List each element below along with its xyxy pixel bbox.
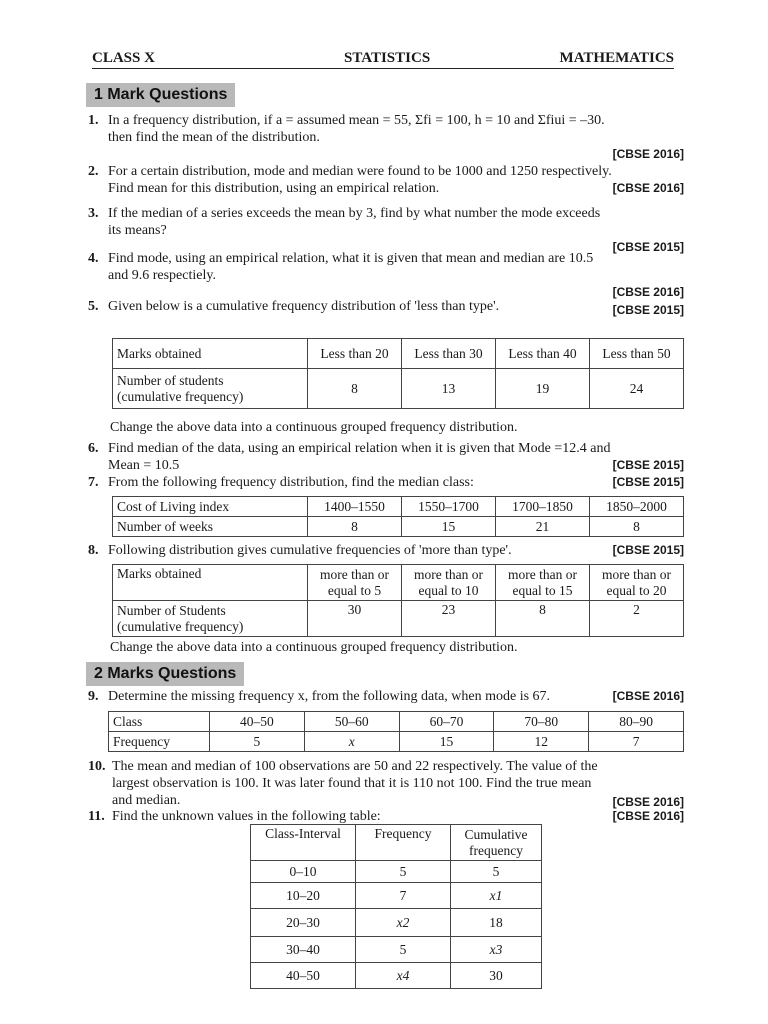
table-cell: 15 <box>399 732 494 752</box>
table-cell: 30 <box>451 963 542 989</box>
question-10 <box>88 758 684 809</box>
table-cell: 30 <box>308 601 402 637</box>
question-3 <box>88 205 684 256</box>
table-less-than <box>112 338 684 409</box>
question-7 <box>88 474 684 491</box>
table-cell: 12 <box>494 732 589 752</box>
question-number: 3. <box>88 206 99 221</box>
question-number: 7. <box>88 475 99 490</box>
header-subject: STATISTICS <box>344 50 431 66</box>
table-cell: 8 <box>496 601 590 637</box>
table-cell: 23 <box>402 601 496 637</box>
table-cell: x3 <box>451 937 542 963</box>
table-cell: 8 <box>590 517 684 537</box>
table-more-than <box>112 564 684 637</box>
table-cell: 1700–1850 <box>496 497 590 517</box>
table-cell: 21 <box>496 517 590 537</box>
question-8 <box>88 542 684 559</box>
table-cell: 1850–2000 <box>590 497 684 517</box>
exam-tag: [CBSE 2016] <box>612 809 684 823</box>
table-cell: 5 <box>356 861 451 883</box>
question-text: Find mean for this distribution, using an empirical relation. [CBSE 2016] <box>108 181 684 196</box>
table-cell: more than or equal to 15 <box>496 565 590 601</box>
exam-tag: [CBSE 2015] <box>612 240 684 254</box>
question-6 <box>88 440 684 474</box>
question-text: its means? <box>108 223 167 238</box>
table-cell: 20–30 <box>251 909 356 937</box>
exam-tag: [CBSE 2015] <box>612 543 684 557</box>
table-cell: 1550–1700 <box>402 497 496 517</box>
table-cell: Frequency <box>109 732 210 752</box>
table-cell: 40–50 <box>251 963 356 989</box>
table-cell: 8 <box>308 517 402 537</box>
question-number: 6. <box>88 441 99 456</box>
table-cell: 5 <box>210 732 305 752</box>
table-cell: Frequency <box>356 825 451 861</box>
question-text: Determine the missing frequency x, from the following data, when mode is 67. <box>108 689 551 704</box>
table-cell: 5 <box>356 937 451 963</box>
question-text: Following distribution gives cumulative frequencies of 'more than type'. <box>108 543 512 558</box>
table-cell: Class <box>109 712 210 732</box>
table-cell: Less than 30 <box>402 339 496 369</box>
table-cell: Less than 50 <box>590 339 684 369</box>
table-cell: 5 <box>451 861 542 883</box>
question-text: The mean and median of 100 observations are 50 and 22 respectively. The value of the <box>112 759 598 774</box>
table-cell: 60–70 <box>399 712 494 732</box>
header-class: CLASS X <box>92 50 155 66</box>
table-cell: 19 <box>496 369 590 409</box>
table-cell: Marks obtained <box>113 339 308 369</box>
table-cell: 15 <box>402 517 496 537</box>
table-cell: 13 <box>402 369 496 409</box>
question-number: 11. <box>88 809 105 824</box>
exam-tag: [CBSE 2016] <box>612 181 684 195</box>
section-2-marks: 2 Marks Questions <box>86 662 244 686</box>
question-text: and median. <box>112 793 181 808</box>
question-number: 1. <box>88 113 99 128</box>
table-cell: 1400–1550 <box>308 497 402 517</box>
exam-tag: [CBSE 2016] <box>612 689 684 703</box>
table-unknown-values <box>250 824 542 989</box>
table-cell: more than or equal to 20 <box>590 565 684 601</box>
table-cell: Number of Students (cumulative frequency) <box>113 601 308 637</box>
table-cell: 7 <box>589 732 684 752</box>
table-cell: x2 <box>356 909 451 937</box>
page-header <box>92 48 674 69</box>
table-cell: Less than 40 <box>496 339 590 369</box>
table-cell: 18 <box>451 909 542 937</box>
question-text: In a frequency distribution, if a = assumed mean = 55, Σfi = 100, h = 10 and Σfiui = –30. <box>108 113 605 128</box>
section-1-mark: 1 Mark Questions <box>86 83 235 107</box>
question-number: 5. <box>88 299 99 314</box>
header-course: MATHEMATICS <box>559 50 674 66</box>
question-text: Find the unknown values in the following table: <box>112 809 381 824</box>
question-9 <box>88 688 684 705</box>
table-cell: 80–90 <box>589 712 684 732</box>
question-number: 8. <box>88 543 99 558</box>
question-text: Find median of the data, using an empirical relation when it is given that Mode =12.4 and <box>108 441 611 456</box>
question-2 <box>88 163 684 197</box>
table-cell: Number of students (cumulative frequency) <box>113 369 308 409</box>
question-11 <box>88 808 684 825</box>
table-cell: Cost of Living index <box>113 497 308 517</box>
table-cost-of-living <box>112 496 684 537</box>
table-cell: Number of weeks <box>113 517 308 537</box>
question-text: and 9.6 respectiely. <box>108 268 216 283</box>
question-text: largest observation is 100. It was later found that it is 110 not 100. Find the true mean <box>112 776 592 791</box>
table-cell: x4 <box>356 963 451 989</box>
exam-tag: [CBSE 2015] <box>612 303 684 317</box>
table-cell: Less than 20 <box>308 339 402 369</box>
table-cell: Cumulative frequency <box>451 825 542 861</box>
question-text: then find the mean of the distribution. <box>108 130 320 145</box>
question-1 <box>88 112 684 163</box>
question-number: 10. <box>88 759 106 774</box>
table-cell: x <box>304 732 399 752</box>
question-text: Mean = 10.5 <box>108 458 180 473</box>
table-cell: 50–60 <box>304 712 399 732</box>
question-number: 9. <box>88 689 99 704</box>
table-cell: 30–40 <box>251 937 356 963</box>
exam-tag: [CBSE 2016] <box>612 285 684 299</box>
table-cell: 24 <box>590 369 684 409</box>
question-number: 2. <box>88 164 99 179</box>
question-text: If the median of a series exceeds the mean by 3, find by what number the mode exceeds <box>108 206 601 221</box>
table-mode <box>108 711 684 752</box>
table-cell: 2 <box>590 601 684 637</box>
table-cell: more than or equal to 5 <box>308 565 402 601</box>
instruction-note: Change the above data into a continuous grouped frequency distribution. <box>110 640 518 655</box>
question-4 <box>88 250 684 301</box>
table-cell: 0–10 <box>251 861 356 883</box>
table-cell: 7 <box>356 883 451 909</box>
question-number: 4. <box>88 251 99 266</box>
exam-tag: [CBSE 2015] <box>612 475 684 489</box>
instruction-note: Change the above data into a continuous grouped frequency distribution. <box>110 420 518 435</box>
table-cell: 10–20 <box>251 883 356 909</box>
table-cell: 70–80 <box>494 712 589 732</box>
table-cell: 8 <box>308 369 402 409</box>
table-cell: Marks obtained <box>113 565 308 601</box>
question-text: Find mode, using an empirical relation, what it is given that mean and median are 10.5 <box>108 251 594 266</box>
question-text: Given below is a cumulative frequency distribution of 'less than type'. <box>108 299 500 314</box>
table-cell: Class-Interval <box>251 825 356 861</box>
question-text: From the following frequency distribution, find the median class: <box>108 475 474 490</box>
question-5 <box>88 298 684 315</box>
table-cell: 40–50 <box>210 712 305 732</box>
exam-tag: [CBSE 2016] <box>612 147 684 161</box>
exam-tag: [CBSE 2016] <box>612 795 684 809</box>
table-cell: x1 <box>451 883 542 909</box>
question-text: For a certain distribution, mode and median were found to be 1000 and 1250 respectively. <box>108 164 612 179</box>
exam-tag: [CBSE 2015] <box>612 458 684 472</box>
table-cell: more than or equal to 10 <box>402 565 496 601</box>
